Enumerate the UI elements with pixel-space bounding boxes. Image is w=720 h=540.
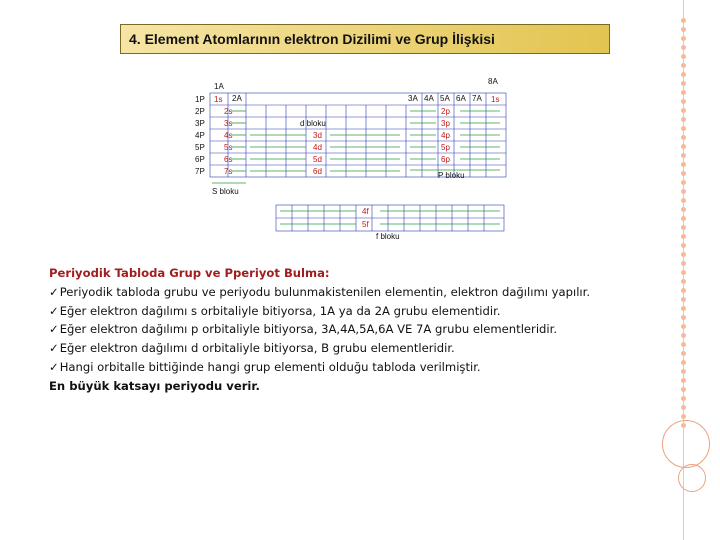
group-1a-label: 1A	[214, 82, 224, 91]
decorative-ring-large	[662, 420, 710, 468]
bullet-text: Eğer elektron dağılımı p orbitaliyle bitiyorsa, 3A,4A,5A,6A VE 7A grubu elementleridir.	[59, 322, 558, 337]
decorative-ring-small	[678, 464, 706, 492]
period-5-label: 5P	[195, 143, 205, 152]
bullet-text: Periyodik tabloda grubu ve periyodu bulunmakistenilen elementin, elektron dağılımı yapılır.	[59, 284, 591, 299]
p-cell-4p: 4p	[441, 131, 450, 140]
bullet-text: Hangi orbitalle bittiğinde hangi grup elementi olduğu tabloda verilmiştir.	[59, 359, 481, 374]
section-heading: Periyodik Tabloda Grup ve Pperiyot Bulma:	[49, 266, 330, 280]
page-title: 4. Element Atomlarının elektron Dizilimi ve Grup İlişkisi	[129, 31, 495, 47]
d-cell-5d: 5d	[313, 155, 322, 164]
p-block-label: P bloku	[438, 171, 465, 180]
p-cell-5p: 5p	[441, 143, 450, 152]
s-cell-1s: 1s	[214, 95, 223, 104]
f-block-label: f bloku	[376, 232, 400, 241]
footer-note: En büyük katsayı periyodu verir.	[49, 378, 260, 393]
checkmark-icon: ✓	[49, 341, 59, 356]
period-1-label: 1P	[195, 95, 205, 104]
group-5a-label: 5A	[440, 94, 450, 103]
period-3-label: 3P	[195, 119, 205, 128]
p-cell-6p: 6p	[441, 155, 450, 164]
group-7a-label: 7A	[472, 94, 482, 103]
s-cell-6s: 6s	[224, 155, 233, 164]
d-cell-6d: 6d	[313, 167, 322, 176]
p-cell-2p: 2p	[441, 107, 450, 116]
p-cell-1s: 1s	[491, 95, 500, 104]
d-cell-3d: 3d	[313, 131, 322, 140]
d-cell-4d: 4d	[313, 143, 322, 152]
list-item	[49, 283, 679, 302]
f-cell-4f: 4f	[362, 207, 369, 216]
checkmark-icon: ✓	[49, 322, 59, 337]
period-2-label: 2P	[195, 107, 205, 116]
content-text	[49, 264, 679, 396]
group-8a-label: 8A	[488, 77, 498, 86]
group-4a-label: 4A	[424, 94, 434, 103]
s-cell-5s: 5s	[224, 143, 233, 152]
p-cell-3p: 3p	[441, 119, 450, 128]
checkmark-icon: ✓	[49, 284, 59, 299]
s-cell-2s: 2s	[224, 107, 233, 116]
list-item	[49, 339, 679, 358]
bullet-text: Eğer elektron dağılımı s orbitaliyle bitiyorsa, 1A ya da 2A grubu elementidir.	[59, 303, 501, 318]
period-4-label: 4P	[195, 131, 205, 140]
s-cell-7s: 7s	[224, 167, 233, 176]
list-item	[49, 358, 679, 377]
group-6a-label: 6A	[456, 94, 466, 103]
s-block-label: S bloku	[212, 187, 239, 196]
periodic-table-diagram	[0, 0, 720, 260]
period-6-label: 6P	[195, 155, 205, 164]
group-2a-label: 2A	[232, 94, 242, 103]
checkmark-icon: ✓	[49, 359, 59, 374]
group-3a-label: 3A	[408, 94, 418, 103]
bullet-text: Eğer elektron dağılımı d orbitaliyle bitiyorsa, B grubu elementleridir.	[59, 341, 455, 356]
s-cell-4s: 4s	[224, 131, 233, 140]
list-item	[49, 302, 679, 321]
period-7-label: 7P	[195, 167, 205, 176]
f-cell-5f: 5f	[362, 220, 369, 229]
list-item	[49, 320, 679, 339]
s-cell-3s: 3s	[224, 119, 233, 128]
d-block-label: d bloku	[300, 119, 326, 128]
checkmark-icon: ✓	[49, 303, 59, 318]
